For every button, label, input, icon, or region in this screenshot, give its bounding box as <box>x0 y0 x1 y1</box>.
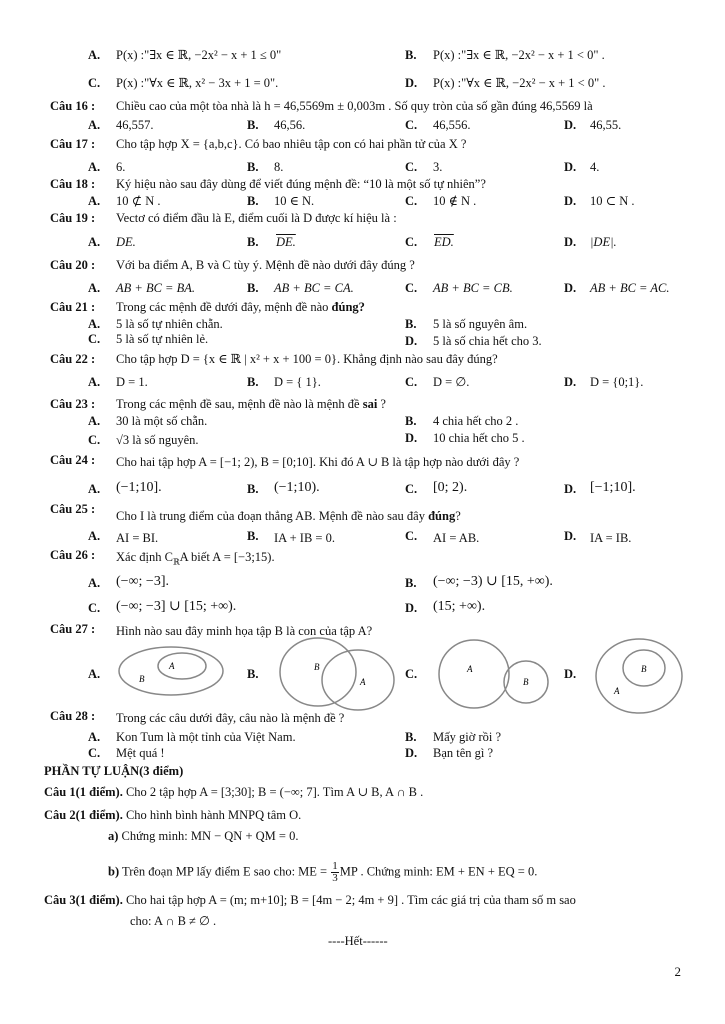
option-letter: D. <box>405 746 418 760</box>
option-text: Mấy giờ rồi ? <box>433 730 502 744</box>
page-number: 2 <box>674 964 681 979</box>
question-text: Cho hai tập hợp A = [−1; 2), B = [0;10]. Khi đó A ∪ B là tập hợp nào dưới đây ? <box>116 455 520 469</box>
option-text: √3 là số nguyên. <box>116 433 199 447</box>
essay-question-1 <box>44 785 423 800</box>
option-letter: C. <box>405 281 418 295</box>
question-number: Câu 19 : <box>50 211 96 225</box>
option-letter: A. <box>88 482 101 496</box>
option-text: (−1;10). <box>274 480 320 495</box>
option-letter: A. <box>88 375 101 389</box>
option-letter: C. <box>405 160 418 174</box>
option-text: (−∞; −3] ∪ [15; +∞). <box>116 599 237 614</box>
option-text: [0; 2). <box>433 480 468 495</box>
option-letter: D. <box>564 482 577 496</box>
essay-text: Cho hình bình hành MNPQ tâm O. <box>122 808 302 822</box>
venn-set-b <box>280 638 356 706</box>
fraction-numerator: 1 <box>332 860 338 872</box>
essay-text: cho: A ∩ B ≠ ∅ . <box>130 914 217 928</box>
option-text: 46,55. <box>590 118 622 132</box>
option-letter: C. <box>405 667 418 681</box>
question-number: Câu 27 : <box>50 622 96 636</box>
option-text: 46,56. <box>274 118 306 132</box>
question-text-part: ? <box>377 397 386 411</box>
option-letter: B. <box>405 576 417 590</box>
essay-question-3 <box>44 893 576 908</box>
option-text: Mệt quá ! <box>116 746 165 760</box>
option-text: 3. <box>433 160 443 174</box>
essay-text: Chứng minh: MN − QN + QM = 0. <box>118 829 299 843</box>
option-text: [−1;10]. <box>590 480 636 495</box>
option-text: AB + BC = CA. <box>274 281 354 295</box>
question-number: Câu 28 : <box>50 709 96 723</box>
option-letter: A. <box>88 414 101 428</box>
option-letter: B. <box>405 317 417 331</box>
question-text: Ký hiệu nào sau đây dùng để viết đúng mệnh đề: “10 là một số tự nhiên”? <box>116 177 486 191</box>
essay-text: MP . Chứng minh: EM + EN + EQ = 0. <box>339 864 538 879</box>
option-letter: C. <box>88 433 101 447</box>
essay-label: b) <box>108 864 120 879</box>
option-letter: C. <box>88 332 101 346</box>
option-text: 10 ∈ N. <box>274 194 315 208</box>
question-number: Câu 25 : <box>50 502 96 516</box>
venn-inner-set <box>158 653 206 679</box>
option-letter: A. <box>88 730 101 744</box>
fraction-denominator: 3 <box>332 872 338 884</box>
fraction <box>331 861 339 884</box>
option-letter: B. <box>247 375 259 389</box>
question-emphasis: đúng? <box>331 300 365 314</box>
venn-diagram-c <box>436 636 558 716</box>
option-letter: A. <box>88 317 101 331</box>
end-marker: ----Hết------ <box>328 934 388 948</box>
option-text: 5 là số tự nhiên lẻ. <box>116 332 209 346</box>
question-text <box>116 550 275 570</box>
option-text: DE. <box>116 235 136 249</box>
question-text <box>116 397 386 412</box>
question-subscript: ℝ <box>172 557 180 567</box>
option-letter: B. <box>247 281 259 295</box>
question-text-part: ? <box>455 509 461 523</box>
question-number: Câu 20 : <box>50 258 96 272</box>
option-letter: D. <box>564 281 577 295</box>
option-text: 10 ⊄ N . <box>116 194 161 208</box>
option-letter: D. <box>564 194 577 208</box>
option-text: (−∞; −3]. <box>116 574 169 589</box>
option-letter: B. <box>247 667 259 681</box>
option-text: 5 là số nguyên âm. <box>433 317 528 331</box>
option-text: 10 ⊂ N . <box>590 194 635 208</box>
option-text: 46,556. <box>433 118 471 132</box>
option-letter: B. <box>405 48 417 62</box>
venn-label: B <box>641 664 647 674</box>
option-text: 10 chia hết cho 5 . <box>433 431 525 445</box>
option-letter: C. <box>405 194 418 208</box>
option-letter: A. <box>88 160 101 174</box>
option-text: D = { 1}. <box>274 375 321 389</box>
question-number: Câu 22 : <box>50 352 96 366</box>
option-letter: A. <box>88 667 101 681</box>
option-letter: D. <box>405 431 418 445</box>
option-text: Bạn tên gì ? <box>433 746 494 760</box>
venn-label: A <box>169 661 175 671</box>
option-text: (−∞; −3) ∪ [15, +∞). <box>433 574 553 589</box>
option-text: D = ∅. <box>433 375 470 389</box>
question-text <box>116 300 365 315</box>
option-text: D = 1. <box>116 375 148 389</box>
option-letter: D. <box>564 235 577 249</box>
venn-label: A <box>360 677 366 687</box>
option-letter: C. <box>405 235 418 249</box>
question-emphasis: đúng <box>428 509 456 523</box>
option-letter: B. <box>405 730 417 744</box>
option-letter: D. <box>405 334 418 348</box>
option-text: D = {0;1}. <box>590 375 644 389</box>
venn-diagram-b <box>276 634 398 716</box>
option-text: 6. <box>116 160 126 174</box>
option-text: DE. <box>276 235 296 249</box>
question-number: Câu 16 : <box>50 99 96 113</box>
option-letter: D. <box>564 375 577 389</box>
option-text: IA + IB = 0. <box>274 531 335 545</box>
option-text: P(x) :"∃x ∈ ℝ, −2x² − x + 1 < 0" . <box>433 48 605 62</box>
option-text: 4. <box>590 160 600 174</box>
question-text-part: Trong các mệnh đề sau, mệnh đề nào là mệnh đề <box>116 397 363 411</box>
option-letter: B. <box>247 160 259 174</box>
option-text: |DE|. <box>590 235 617 249</box>
option-text: ED. <box>434 235 454 249</box>
option-text: 4 chia hết cho 2 . <box>433 414 519 428</box>
essay-question-2b <box>108 861 537 884</box>
option-text: Kon Tum là một tỉnh của Việt Nam. <box>116 730 296 744</box>
option-letter: C. <box>405 482 418 496</box>
essay-label: Câu 1(1 điểm). <box>44 785 123 799</box>
essay-text: Trên đoạn MP lấy điểm E sao cho: ME = <box>119 864 331 879</box>
question-text: Với ba điểm A, B và C tùy ý. Mệnh đề nào dưới đây đúng ? <box>116 258 415 272</box>
option-text: AI = BI. <box>116 531 159 545</box>
question-number: Câu 17 : <box>50 137 96 151</box>
question-text: Hình nào sau đây minh họa tập B là con của tập A? <box>116 624 373 638</box>
option-text: AB + BC = CB. <box>433 281 513 295</box>
question-text: Trong các câu dưới đây, câu nào là mệnh đề ? <box>116 711 345 725</box>
option-text: 5 là số chia hết cho 3. <box>433 334 542 348</box>
question-text: Vectơ có điểm đầu là E, điểm cuối là D được kí hiệu là : <box>116 211 397 225</box>
option-letter: A. <box>88 281 101 295</box>
option-letter: A. <box>88 576 101 590</box>
option-letter: B. <box>247 235 259 249</box>
question-number: Câu 21 : <box>50 300 96 314</box>
question-number: Câu 24 : <box>50 453 96 467</box>
question-number: Câu 18 : <box>50 177 96 191</box>
essay-label: Câu 3(1 điểm). <box>44 893 123 907</box>
essay-text: Cho hai tập hợp A = (m; m+10]; B = [4m − 2; 4m + 9] . Tìm các giá trị của tham số m sao <box>122 893 576 907</box>
option-text: 10 ∉ N . <box>433 194 477 208</box>
essay-text: Cho 2 tập hợp A = [3;30]; B = (−∞; 7]. Tìm A ∪ B, A ∩ B . <box>122 785 424 799</box>
question-text-part: Trong các mệnh đề dưới đây, mệnh đề nào <box>116 300 332 314</box>
option-letter: C. <box>405 118 418 132</box>
option-letter: B. <box>247 529 259 543</box>
venn-set-a <box>439 640 509 708</box>
option-text: P(x) :"∀x ∈ ℝ, x² − 3x + 1 = 0". <box>116 76 279 90</box>
essay-label: Câu 2(1 điểm). <box>44 808 123 822</box>
question-text: Chiều cao của một tòa nhà là h = 46,5569m ± 0,003m . Số quy tròn của số gần đúng 46,5569 là <box>116 99 593 113</box>
option-letter: C. <box>88 601 101 615</box>
option-text: P(x) :"∀x ∈ ℝ, −2x² − x + 1 < 0" . <box>433 76 606 90</box>
option-letter: D. <box>564 118 577 132</box>
option-letter: A. <box>88 529 101 543</box>
venn-label: A <box>467 664 473 674</box>
question-text-part: Cho I là trung điểm của đoạn thẳng AB. Mệnh đề nào sau đây <box>116 509 429 523</box>
option-letter: A. <box>88 118 101 132</box>
question-text-part: A biết A = [−3;15). <box>179 550 275 564</box>
option-text: 46,557. <box>116 118 154 132</box>
venn-label: B <box>314 662 320 672</box>
question-number: Câu 26 : <box>50 548 96 562</box>
option-text: (−1;10]. <box>116 480 162 495</box>
option-letter: C. <box>88 76 101 90</box>
option-letter: D. <box>564 160 577 174</box>
venn-label: B <box>523 677 529 687</box>
option-letter: B. <box>405 414 417 428</box>
option-letter: B. <box>247 482 259 496</box>
option-letter: B. <box>247 194 259 208</box>
question-text <box>116 509 461 524</box>
option-text: AI = AB. <box>433 531 480 545</box>
venn-diagram-a <box>116 644 226 698</box>
option-text: 8. <box>274 160 284 174</box>
option-text: AB + BC = BA. <box>116 281 196 295</box>
option-letter: D. <box>405 601 418 615</box>
question-text: Cho tập hợp D = {x ∈ ℝ | x² + x + 100 = 0}. Khẳng định nào sau đây đúng? <box>116 352 498 366</box>
option-letter: D. <box>564 529 577 543</box>
option-text: (15; +∞). <box>433 599 486 614</box>
question-text-part: Xác định C <box>116 550 173 564</box>
venn-set-a <box>322 650 394 710</box>
option-text: 30 là một số chẵn. <box>116 414 208 428</box>
question-number: Câu 23 : <box>50 397 96 411</box>
question-text: Cho tập hợp X = {a,b,c}. Có bao nhiêu tập con có hai phần tử của X ? <box>116 137 467 151</box>
option-text: AB + BC = AC. <box>590 281 670 295</box>
option-letter: C. <box>405 375 418 389</box>
option-letter: A. <box>88 48 101 62</box>
option-text: IA = IB. <box>590 531 632 545</box>
question-emphasis: sai <box>362 397 378 411</box>
option-text: P(x) :"∃x ∈ ℝ, −2x² − x + 1 ≤ 0" <box>116 48 282 62</box>
option-letter: D. <box>405 76 418 90</box>
option-letter: A. <box>88 194 101 208</box>
essay-question-2a <box>108 829 298 844</box>
option-letter: C. <box>405 529 418 543</box>
venn-diagram-d <box>592 636 684 718</box>
option-letter: D. <box>564 667 577 681</box>
venn-label: A <box>614 686 620 696</box>
venn-label: B <box>139 674 145 684</box>
section-heading: PHẦN TỰ LUẬN(3 điểm) <box>44 764 184 778</box>
essay-label: a) <box>108 829 119 843</box>
option-letter: C. <box>88 746 101 760</box>
essay-question-2 <box>44 808 301 823</box>
option-letter: A. <box>88 235 101 249</box>
option-text: 5 là số tự nhiên chẵn. <box>116 317 223 331</box>
option-letter: B. <box>247 118 259 132</box>
